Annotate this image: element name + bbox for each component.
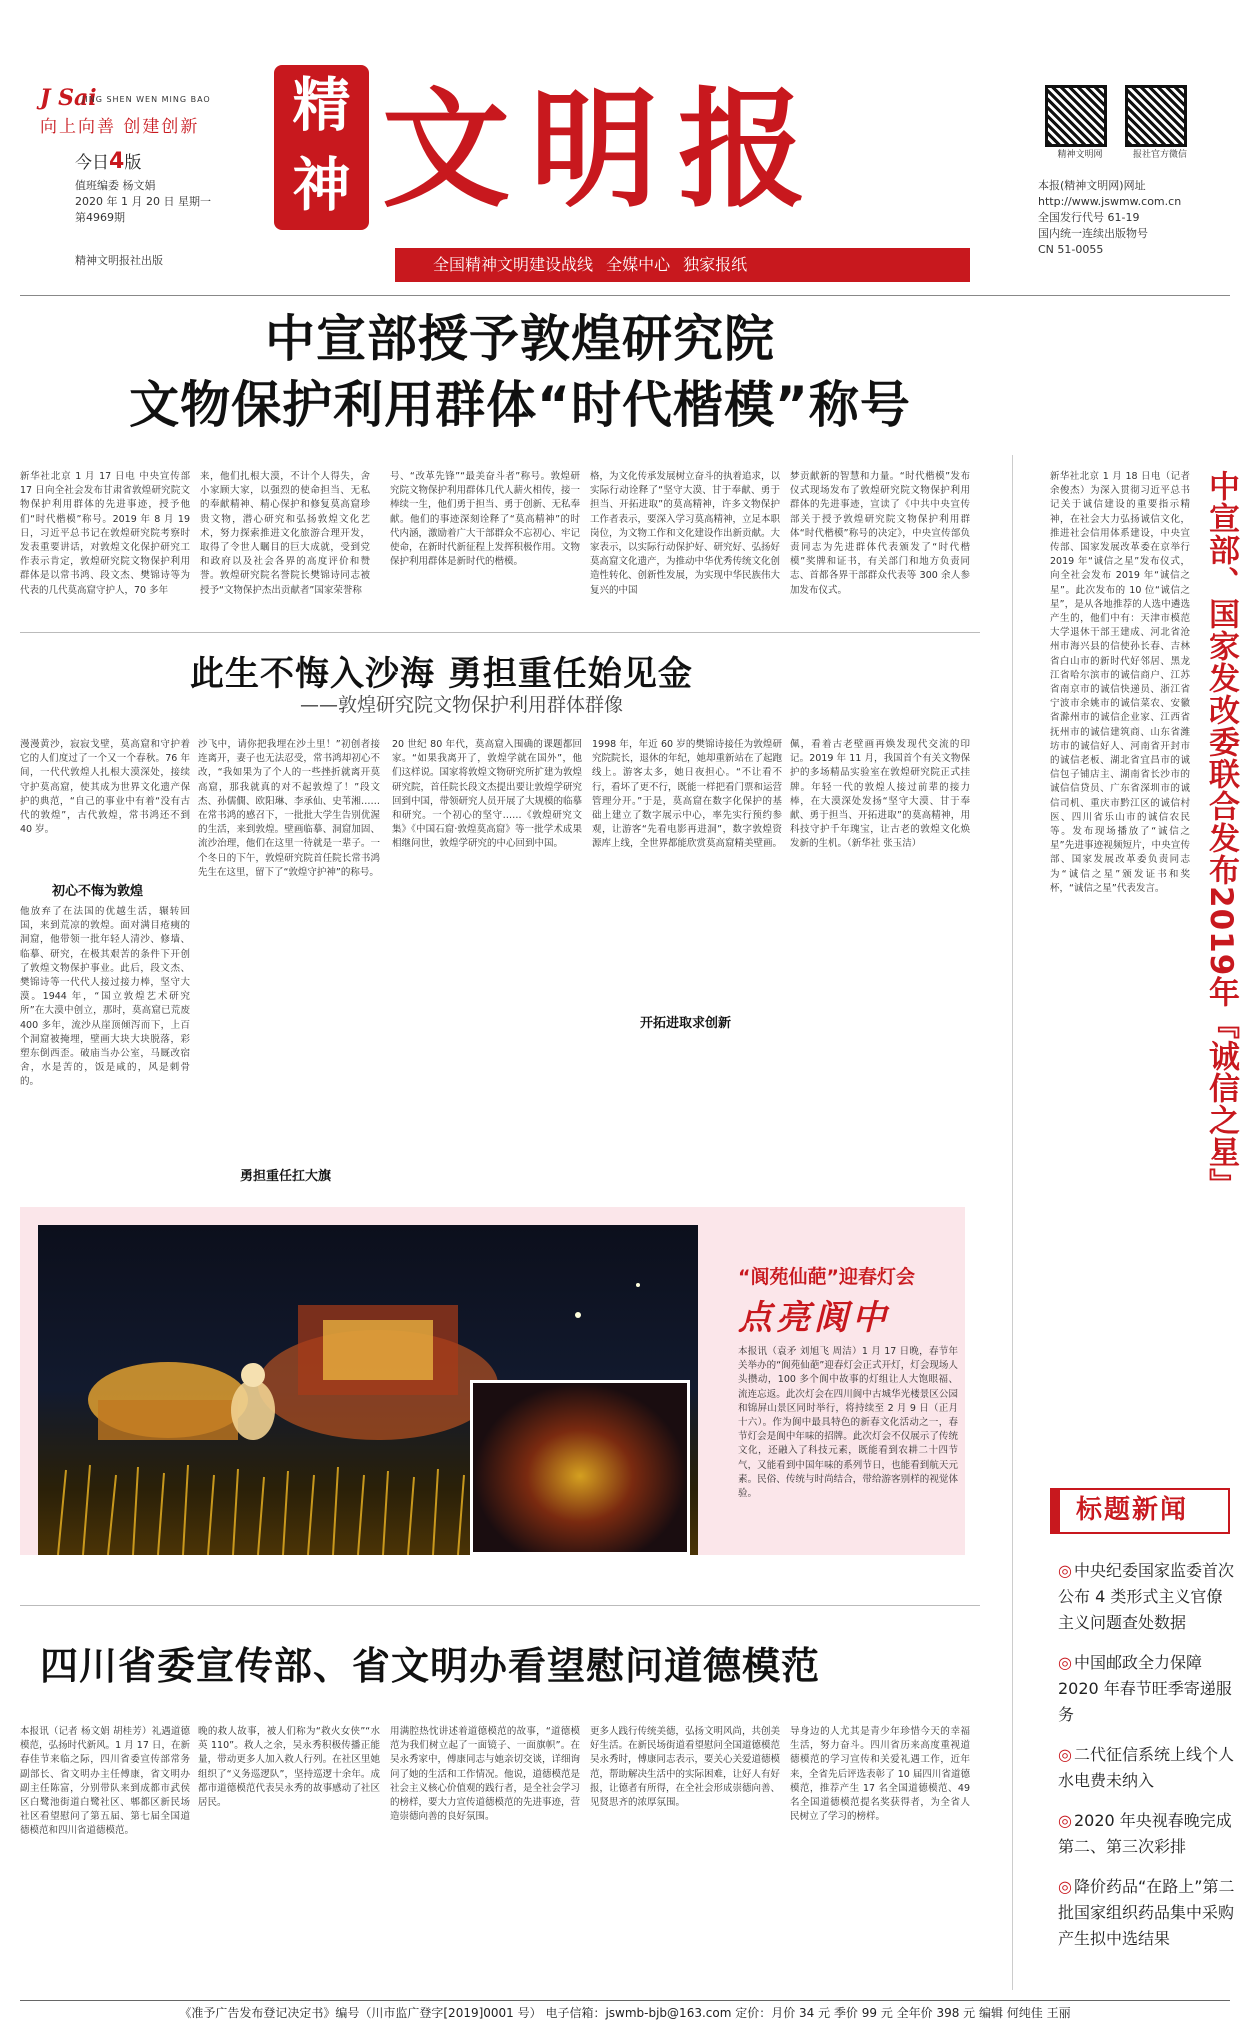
right-column-body: 新华社北京 1 月 18 日电（记者 余俊杰）为深入贯彻习近平总书记关于诚信建设的重要指示精神，在社会大力弘扬诚信文化，推进社会信用体系建设，中央宣传部、国家发展改革委在京举行 2019 年“诚信之星”发布仪式，向全社会发布 2019 年“诚信之星”。此次发布的 10 位“诚信之星”，是从各地推荐的人选中遴选产生的，他们中有：天津市模范大学退休干部王建成、河北省沧州市海兴县的信使孙长春、吉林省白山市的新时代好邻居、黑龙江省哈尔滨市的诚信商户、江苏省南京市的诚信快递员、浙江省宁波市余姚市的诚信菜农、安徽省滁州市的诚信企业家、江西省抚州市的诚信建筑商、山东省潍坊市的诚信好人、河南省开封市的诚信老板、湖北省宜昌市的诚信包子铺店主、湖南省长沙市的诚信信贷员、广东省深圳市的诚信司机、重庆市黔江区的诚信村医、四川省乐山市的诚信农民等。发布现场播放了“诚信之星”先进事迹视频短片，中央宣传部、国家发展改革委负责同志为“诚信之星”颁发证书和奖杯，“诚信之星”代表发言。 <box>1050 471 1190 894</box>
article3-col5: 导身边的人尤其是青少年珍惜今天的幸福生活，努力奋斗。四川省历来高度重视道德模范的学习宣传和关爱礼遇工作，近年来，全省先后评选表彰了 10 届四川省道德模范，推荐产生 17 名全国道德模范、49 名全国道德模范提名奖获得者，为全省人民树立了学习的榜样。 <box>790 1726 970 1823</box>
newspaper-logo-mark: J Sai <box>40 85 97 111</box>
lantern-festival-calligraphy: 点亮阆中 <box>738 1298 890 1338</box>
article2-subhead: ——敦煌研究院文物保护利用群体群像 <box>300 694 624 716</box>
distribution-code: 全国发行代号 61-19 <box>1038 211 1140 224</box>
issue-date: 2020 年 1 月 20 日 星期一 <box>75 195 211 208</box>
article3-col3: 用满腔热忱讲述着道德模范的故事，“道德模范为我们树立起了一面镜子、一面旗帜”。在吴永秀家中，傅康同志与她亲切交谈，详细询问了她的生活和工作情况。他说，道德模范是社会主义核心价值观的践行者，是全社会学习的榜样，要大力宣传道德模范的先进事迹，营造崇德向善的良好氛围。 <box>390 1726 580 1823</box>
article1-col5: 梦贡献新的智慧和力量。“时代楷模”发布仪式现场发布了敦煌研究院文物保护利用群体的先进事迹，宣读了《中共中央宣传部关于授予敦煌研究院文物保护利用群体“时代楷模”称号的决定》，中央宣传部负责同志为先进群体代表颁发了“时代楷模”奖牌和证书，有关部门和地方负责同志、首都各界干部群众代表等 300 余人参加发布仪式。 <box>790 471 970 596</box>
today-suffix: 版 <box>124 153 142 173</box>
article2-col1b: 他放弃了在法国的优越生活，辗转回国，来到荒凉的敦煌。面对满目疮痍的洞窟，他带领一批年轻人清沙、修墙、临摹、研究，在极其艰苦的条件下开创了敦煌文物保护事业。此后，段文杰、樊锦诗等一代代人接过接力棒，坚守大漠。1944 年，“国立敦煌艺术研究所”在大漠中创立，那时，莫高窟已荒废 400 多年，流沙从崖顶倾泻而下，上百个洞窟被掩埋，壁画大块大块脱落，彩塑东倒西歪。破庙当办公室，马厩改宿舍，水是苦的，饭是咸的，风是刺骨的。 <box>20 906 190 1088</box>
newspaper-pinyin: JING SHEN WEN MING BAO <box>82 95 211 104</box>
newspaper-title <box>262 65 962 235</box>
serial-label: 国内统一连续出版物号 <box>1038 227 1148 240</box>
headline-news-item[interactable]: ◎ 中国邮政全力保障 2020 年春节旺季寄递服务 <box>1058 1653 1232 1724</box>
article3-col2: 晚的救人故事，被人们称为“救火女侠”“水英 110”。救人之余，吴永秀积极传播正能量，带动更多人加入救人行列。在社区里她组织了“义务巡逻队”，坚持巡逻十余年。成都市道德模范代表吴永秀的故事感动了社区居民。 <box>198 1726 380 1809</box>
qr-label-wechat: 报社官方微信 <box>1132 150 1187 160</box>
article2-col2: 沙飞中，请你把我埋在沙土里！”初创者接连离开，妻子也无法忍受，常书鸿却初心不改，“我如果为了个人的一些挫折就离开莫高窟，那我就真的对不起敦煌了！”段文杰、孙儒僩、欧阳琳、李承仙、史苇湘……在常书鸿的感召下，一批批大学生告别优渥的生活，来到敦煌。壁画临摹、洞窟加固、流沙治理，他们在这里一待就是一辈子。一个冬日的下午，敦煌研究院首任院长常书鸿先生在这里，留下了“敦煌守护神”的称号。 <box>198 739 380 878</box>
qr-code-website[interactable] <box>1045 85 1115 160</box>
headline-news-label: 标题新闻 <box>1050 1488 1230 1534</box>
right-vertical-headline[interactable]: 中宣部、国家发改委联合发布2019年『诚信之星』 <box>1203 470 1239 1201</box>
article1-headline[interactable] <box>40 306 1000 438</box>
headline-news-item[interactable]: ◎ 2020 年央视春晚完成第二、第三次彩排 <box>1058 1811 1232 1856</box>
website-link[interactable]: http://www.jswmw.com.cn <box>1038 195 1182 208</box>
title-wenmingbao: 文明报 <box>382 75 827 225</box>
publisher: 精神文明报社出版 <box>75 254 163 267</box>
masthead-banner: 全国精神文明建设战线 全媒中心 独家报纸 <box>395 248 970 282</box>
qr-code-icon <box>1125 85 1187 147</box>
article1-headline-line1: 中宣部授予敦煌研究院 <box>265 310 775 368</box>
publication-info <box>1038 178 1238 258</box>
article1-headline-line2: 文物保护利用群体“时代楷模”称号 <box>129 376 911 434</box>
qr-code-icon <box>1045 85 1107 147</box>
article3-col1: 本报讯（记者 杨文娟 胡桂芳）礼遇道德模范，弘扬时代新风。1 月 17 日，在新春佳节来临之际，四川省委宣传部常务副部长、省文明办主任傅康，省文明办副主任陈富，分别带队来到成都市武侯区白鹭池街道白鹭社区、郫都区新民场社区看望慰问了第五届、第七届全国道德模范和四川省道德模范。 <box>20 1726 190 1837</box>
article1-col3: 号、“改革先锋”“最美奋斗者”称号。敦煌研究院文物保护利用群体几代人薪火相传，接一棒续一生，他们勇于担当、勇于创新、无私奉献。他们的事迹深刻诠释了“莫高精神”的时代内涵，激励着广大干部群众不忘初心、牢记使命，在新时代新征程上发挥积极作用。文物保护利用群体是新时代的楷模。 <box>390 471 580 568</box>
article2-section3-heading: 开拓进取求创新 <box>640 1016 732 1031</box>
article2-section2-heading: 勇担重任扛大旗 <box>240 1169 332 1184</box>
article1-col2: 来，他们扎根大漠，不计个人得失，舍小家顾大家，以强烈的使命担当、无私的奉献精神、精心保护和修复莫高窟珍贵文物，潜心研究和弘扬敦煌文化艺术，努力探索推进文化旅游合理开发，取得了令世人瞩目的巨大成就，受到党和政府以及社会各界的高度评价和赞誉。敦煌研究院名誉院长樊锦诗同志被授予“文物保护杰出贡献者”国家荣誉称 <box>200 471 370 596</box>
bullet-icon: ◎ <box>1058 1561 1072 1580</box>
bullet-icon: ◎ <box>1058 1653 1072 1672</box>
bullet-icon: ◎ <box>1058 1811 1072 1830</box>
lantern-dragon-inset-photo[interactable] <box>470 1380 690 1555</box>
today-prefix: 今日 <box>75 153 109 173</box>
lantern-festival-caption: 本报讯（袁矛 刘旭飞 周洁）1 月 17 日晚，春节年关举办的“阆苑仙葩”迎春灯会正式开灯，灯会现场人头攒动，100 多个阆中故事的灯组让人大饱眼福、流连忘返。此次灯会在四川阆中古城华光楼景区公园和锦屏山景区同时举行，将持续至 2 月 9 日（正月十六）。作为阆中最具特色的新春文化活动之一，春节灯会是阆中年味的招牌。此次灯会不仅展示了传统文化，还融入了科技元素，既能看到农耕二十四节气，又能看到中国年味的系列节日，也能看到航天元素。民俗、传统与时尚结合，带给游客别样的视觉体验。 <box>738 1346 958 1500</box>
article1-col1: 新华社北京 1 月 17 日电 中央宣传部 17 日向全社会发布甘肃省敦煌研究院文物保护利用群体的先进事迹，授予他们“时代楷模”称号。2019 年 8 月 19 日，习近平总书记在敦煌研究院考察时发表重要讲话，对敦煌文化保护研究工作表示肯定，敦煌研究院文物保护利用群体是以常书鸿、段文杰、樊锦诗等为代表的几代莫高窟守护人，70 多年 <box>20 471 190 596</box>
issue-number: 第4969期 <box>75 211 125 224</box>
bullet-icon: ◎ <box>1058 1745 1072 1764</box>
bullet-icon: ◎ <box>1058 1877 1072 1896</box>
issue-meta <box>75 178 211 226</box>
today-page-count: 4 <box>109 149 125 174</box>
serial-number: CN 51-0055 <box>1038 243 1104 256</box>
qr-label-website: 精神文明网 <box>1057 150 1103 160</box>
newspaper-slogan: 向上向善 创建创新 <box>40 117 200 137</box>
headline-news-list <box>1058 1558 1238 1966</box>
headline-news-item[interactable]: ◎ 中央纪委国家监委首次公布 4 类形式主义官僚主义问题查处数据 <box>1058 1561 1234 1632</box>
masthead-divider <box>20 295 1230 296</box>
article-divider <box>20 1605 980 1606</box>
page-footer: 《准予广告发布登记决定书》编号（川市监广登字[2019]0001 号） 电子信箱：jswmb-bjb@163.com 定价：月价 34 元 季价 99 元 全年价 398 元 编辑 何纯佳 王丽 <box>20 2000 1230 2026</box>
article3-col4: 更多人践行传统美德，弘扬文明风尚，共创美好生活。在新民场街道看望慰问全国道德模范吴永秀时，傅康同志表示，要关心关爱道德模范，帮助解决生活中的实际困难，让好人有好报，让德者有所得，在全社会形成崇德向善、见贤思齐的浓厚氛围。 <box>590 1726 780 1809</box>
lantern-festival-title: “阆苑仙葩”迎春灯会 <box>738 1266 915 1288</box>
duty-editor: 值班编委 杨文娟 <box>75 179 156 192</box>
title-jingshen: 精神 <box>274 65 369 230</box>
headline-news-item[interactable]: ◎ 降价药品“在路上”第二批国家组织药品集中采购产生拟中选结果 <box>1058 1877 1235 1948</box>
article2-col5: 佩，看着古老壁画再焕发现代交流的印记。2019 年 11 月，我国首个有关文物保护的多场精品实验室在敦煌研究院正式挂牌。年轻一代的敦煌人接过前辈的接力棒，在大漠深处发扬“坚守大漠、甘于奉献、勇于担当、开拓进取”的莫高精神，用科技守护千年瑰宝，让古老的敦煌文化焕发新的生机。（新华社 张玉洁） <box>790 739 970 850</box>
article2-col1: 漫漫黄沙，寂寂戈壁，莫高窟和守护着它的人们度过了一个又一个春秋。76 年间，一代代敦煌人扎根大漠深处，接续守护莫高窟，使其成为世界文化遗产保护的典范，“自己的事业中有着“没有古代的敦煌”，古代敦煌，常书鸿还不到 40 岁。 <box>20 739 190 836</box>
article-divider <box>20 632 980 633</box>
article2-headline[interactable]: 此生不悔入沙海 勇担重任始见金 <box>190 654 693 694</box>
article2-col4: 1998 年，年近 60 岁的樊锦诗接任为敦煌研究院院长，退休的年纪，她却重新站在了起跑线上。游客太多，她日夜担心。“不让看不行，看坏了更不行，既能一样把看门票和运营管理分开。”于是，莫高窟在数字化保护的基础上建立了数字展示中心，率先实行预约参观，让游客“先看电影再进洞”，数字敦煌资源库上线，全世界都能欣赏莫高窟精美壁画。 <box>592 739 782 850</box>
right-column-rule <box>1012 455 1013 1990</box>
article2-section1-heading: 初心不悔为敦煌 <box>52 884 144 899</box>
article1-col4: 格，为文化传承发展树立奋斗的执着追求，以实际行动诠释了“坚守大漠、甘于奉献、勇于担当、开拓进取”的莫高精神，许多文物保护工作者表示，要深入学习莫高精神，立足本职岗位，为文物工作和文化建设作出新贡献。大家表示，以实际行动保护好、研究好、弘扬好莫高窟文化遗产，为推动中华优秀传统文化创造性转化、创新性发展，为实现中华民族伟大复兴的中国 <box>590 471 780 596</box>
article2-col3: 20 世纪 80 年代，莫高窟入围确的课题都回家。“如果我离开了，敦煌学就在国外”，他们这样说。国家将敦煌文物研究所扩建为敦煌研究院，首任院长段文杰提出要让敦煌学研究回到中国，带领研究人员开展了大规模的临摹和研究。一个初心的坚守……《敦煌研究文集》《中国石窟·敦煌莫高窟》等一批学术成果相继问世，敦煌学研究的中心回到中国。 <box>392 739 582 850</box>
qr-code-wechat[interactable] <box>1125 85 1195 160</box>
article3-headline[interactable]: 四川省委宣传部、省文明办看望慰问道德模范 <box>40 1644 821 1688</box>
today-pages <box>75 148 141 174</box>
website-label: 本报(精神文明网)网址 <box>1038 179 1146 192</box>
headline-news-item[interactable]: ◎ 二代征信系统上线个人水电费未纳入 <box>1058 1745 1234 1790</box>
